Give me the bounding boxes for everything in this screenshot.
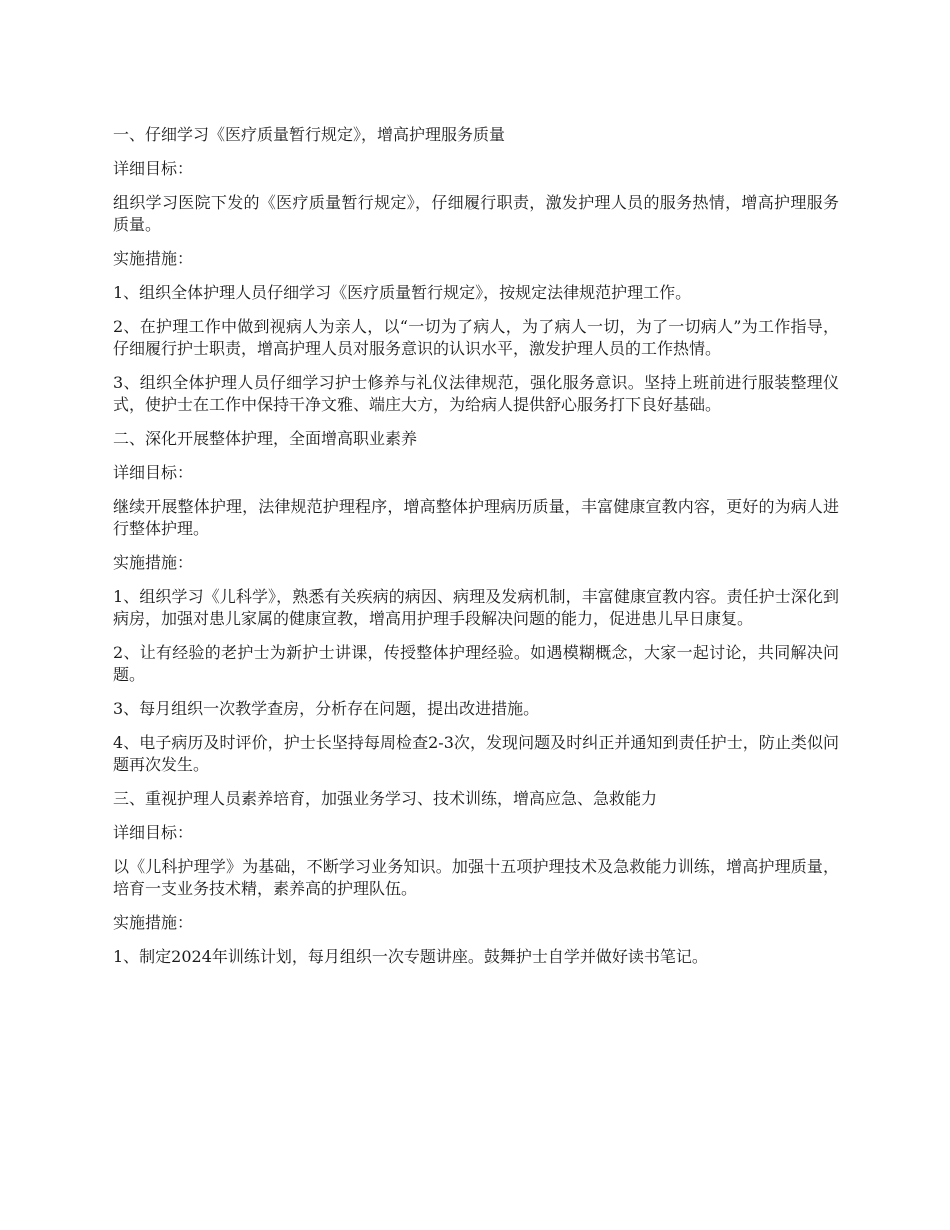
section-heading-1: 一、仔细学习《医疗质量暂行规定》，增高护理服务质量 [113, 125, 506, 144]
measure-item: 1、组织学习《儿科学》，熟悉有关疾病的病因、病理及发病机制，丰富健康宣教内容。责任护士深化到病房，加强对患儿家属的健康宣教，增高用护理手段解决问题的能力，促进患儿早日康复。 [113, 587, 839, 628]
measure-item: 2、在护理工作中做到视病人为亲人，以“一切为了病人，为了病人一切，为了一切病人”为工作指导，仔细履行护士职责，增高护理人员对服务意识的认识水平，激发护理人员的工作热情。 [113, 317, 839, 358]
section-heading-3: 三、重视护理人员素养培育，加强业务学习、技术训练，增高应急、急救能力 [113, 789, 658, 808]
goal-text: 组织学习医院下发的《医疗质量暂行规定》，仔细履行职责，激发护理人员的服务热情，增高护理服务质量。 [113, 193, 839, 234]
measure-item: 1、组织全体护理人员仔细学习《医疗质量暂行规定》，按规定法律规范护理工作。 [113, 283, 692, 302]
measure-item: 2、让有经验的老护士为新护士讲课，传授整体护理经验。如遇模糊概念，大家一起讨论，共同解决问题。 [113, 643, 839, 684]
goal-text: 以《儿科护理学》为基础，不断学习业务知识。加强十五项护理技术及急救能力训练，增高护理质量，培育一支业务技术精，素养高的护理队伍。 [113, 857, 839, 898]
measures-label: 实施措施： [113, 249, 194, 268]
measure-item: 1、制定2024年训练计划，每月组织一次专题讲座。鼓舞护士自学并做好读书笔记。 [113, 947, 708, 966]
measures-label: 实施措施： [113, 553, 194, 572]
measures-label: 实施措施： [113, 913, 194, 932]
goal-text: 继续开展整体护理，法律规范护理程序，增高整体护理病历质量，丰富健康宣教内容，更好的为病人进行整体护理。 [113, 497, 839, 538]
section-heading-2: 二、深化开展整体护理，全面增高职业素养 [113, 429, 418, 448]
goal-label: 详细目标： [113, 159, 194, 178]
measure-item: 3、每月组织一次教学查房，分析存在问题，提出改进措施。 [113, 699, 540, 718]
measure-item: 4、电子病历及时评价，护士长坚持每周检查2-3次，发现问题及时纠正并通知到责任护士，防止类似问题再次发生。 [113, 733, 839, 774]
goal-label: 详细目标： [113, 463, 194, 482]
goal-label: 详细目标： [113, 823, 194, 842]
measure-item: 3、组织全体护理人员仔细学习护士修养与礼仪法律规范，强化服务意识。坚持上班前进行服装整理仪式，使护士在工作中保持干净文雅、端庄大方，为给病人提供舒心服务打下良好基础。 [113, 373, 839, 414]
document-page [113, 124, 839, 980]
